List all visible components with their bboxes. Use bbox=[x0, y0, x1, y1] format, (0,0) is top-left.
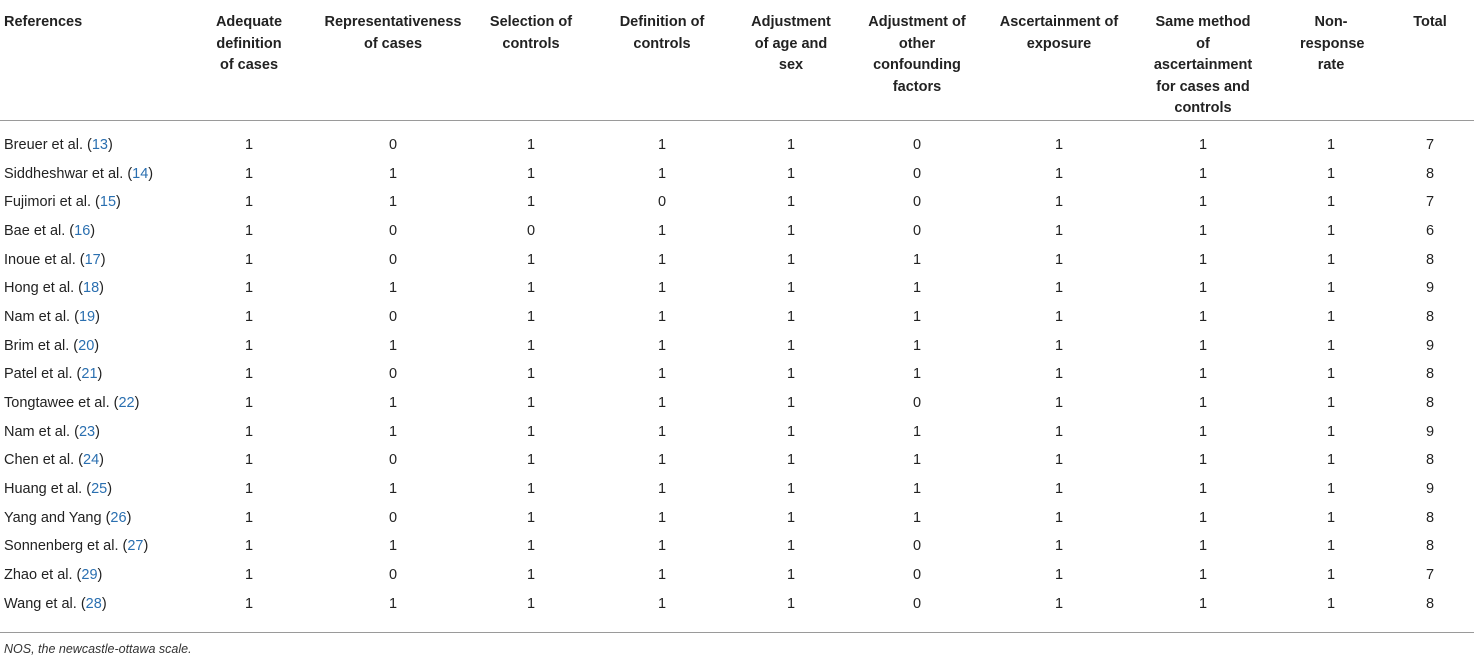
score-cell: 1 bbox=[388, 280, 398, 297]
score-cell: 1 bbox=[244, 567, 254, 584]
score-cell: 1 bbox=[1198, 280, 1208, 297]
reference-cell bbox=[0, 217, 186, 246]
reference-cell bbox=[0, 561, 186, 590]
score-cell: 1 bbox=[388, 595, 398, 612]
header-total: Total bbox=[1386, 4, 1474, 120]
reference-author: Nam et al. ( bbox=[4, 423, 79, 440]
reference-cell bbox=[0, 303, 186, 332]
citation-link[interactable]: 16 bbox=[74, 222, 91, 239]
score-cell: 1 bbox=[1054, 251, 1064, 268]
score-cell: 1 bbox=[657, 423, 667, 440]
header-adjustment-confounders: Adjustment of other confounding factors bbox=[846, 4, 988, 120]
score-cell: 1 bbox=[526, 337, 536, 354]
citation-link[interactable]: 29 bbox=[81, 567, 98, 584]
table-row bbox=[0, 532, 1474, 561]
reference-cell bbox=[0, 331, 186, 360]
score-cell: 1 bbox=[786, 280, 796, 297]
score-cell: 1 bbox=[912, 337, 922, 354]
reference-cell bbox=[0, 532, 186, 561]
reference-cell bbox=[0, 475, 186, 504]
score-cell: 1 bbox=[388, 194, 398, 211]
score-cell: 1 bbox=[526, 452, 536, 469]
table-row bbox=[0, 303, 1474, 332]
table-header bbox=[0, 4, 1474, 120]
score-cell: 1 bbox=[1326, 136, 1336, 153]
score-cell: 0 bbox=[388, 136, 398, 153]
score-cell: 0 bbox=[912, 222, 922, 239]
total-score-cell: 8 bbox=[1425, 395, 1435, 412]
table-row bbox=[0, 475, 1474, 504]
header-references: References bbox=[0, 4, 186, 120]
score-cell: 1 bbox=[786, 538, 796, 555]
score-cell: 1 bbox=[912, 366, 922, 383]
table-row bbox=[0, 120, 1474, 159]
table-row bbox=[0, 389, 1474, 418]
score-cell: 1 bbox=[1326, 165, 1336, 182]
score-cell: 1 bbox=[657, 595, 667, 612]
score-cell: 1 bbox=[526, 308, 536, 325]
score-cell: 0 bbox=[912, 538, 922, 555]
reference-close: ) bbox=[95, 423, 100, 440]
score-cell: 1 bbox=[244, 538, 254, 555]
score-cell: 1 bbox=[244, 280, 254, 297]
score-cell: 1 bbox=[786, 194, 796, 211]
score-cell: 1 bbox=[657, 366, 667, 383]
score-cell: 1 bbox=[244, 337, 254, 354]
table-row bbox=[0, 331, 1474, 360]
score-cell: 1 bbox=[786, 136, 796, 153]
score-cell: 1 bbox=[1326, 194, 1336, 211]
score-cell: 0 bbox=[912, 194, 922, 211]
score-cell: 1 bbox=[244, 452, 254, 469]
total-score-cell: 7 bbox=[1425, 567, 1435, 584]
header-row bbox=[0, 4, 1474, 120]
table-row bbox=[0, 245, 1474, 274]
score-cell: 1 bbox=[526, 481, 536, 498]
score-cell: 1 bbox=[1198, 423, 1208, 440]
total-score-cell: 9 bbox=[1425, 280, 1435, 297]
total-score-cell: 9 bbox=[1425, 423, 1435, 440]
score-cell: 1 bbox=[657, 165, 667, 182]
score-cell: 1 bbox=[657, 452, 667, 469]
score-cell: 1 bbox=[1054, 308, 1064, 325]
header-representativeness: Representativeness of cases bbox=[312, 4, 474, 120]
score-cell: 1 bbox=[786, 308, 796, 325]
citation-link[interactable]: 24 bbox=[83, 452, 100, 469]
score-cell: 1 bbox=[1054, 452, 1064, 469]
citation-link[interactable]: 25 bbox=[91, 481, 108, 498]
score-cell: 0 bbox=[388, 222, 398, 239]
score-cell: 0 bbox=[912, 567, 922, 584]
total-score-cell: 9 bbox=[1425, 337, 1435, 354]
score-cell: 1 bbox=[912, 280, 922, 297]
table-row bbox=[0, 446, 1474, 475]
score-cell: 0 bbox=[388, 509, 398, 526]
score-cell: 1 bbox=[1054, 509, 1064, 526]
score-cell: 0 bbox=[912, 595, 922, 612]
score-cell: 1 bbox=[786, 251, 796, 268]
citation-link[interactable]: 19 bbox=[78, 308, 96, 325]
reference-cell bbox=[0, 446, 186, 475]
score-cell: 1 bbox=[526, 538, 536, 555]
citation-link[interactable]: 23 bbox=[78, 423, 96, 440]
header-adequate-definition: Adequate definition of cases bbox=[186, 4, 312, 120]
header-same-method: Same method of ascertainment for cases and controls bbox=[1130, 4, 1276, 120]
reference-cell bbox=[0, 159, 186, 188]
score-cell: 1 bbox=[1054, 366, 1064, 383]
score-cell: 0 bbox=[912, 395, 922, 412]
total-score-cell: 8 bbox=[1425, 366, 1435, 383]
reference-close: ) bbox=[148, 165, 154, 182]
score-cell: 1 bbox=[1054, 538, 1064, 555]
citation-link[interactable]: 17 bbox=[84, 251, 101, 268]
score-cell: 1 bbox=[244, 251, 254, 268]
reference-author: Chen et al. ( bbox=[4, 452, 83, 469]
score-cell: 1 bbox=[244, 366, 254, 383]
score-cell: 1 bbox=[526, 567, 536, 584]
score-cell: 1 bbox=[526, 194, 536, 211]
header-adjustment-age-sex: Adjustment of age and sex bbox=[736, 4, 846, 120]
reference-cell bbox=[0, 274, 186, 303]
score-cell: 1 bbox=[786, 481, 796, 498]
score-cell: 1 bbox=[244, 222, 254, 239]
score-cell: 1 bbox=[1326, 452, 1336, 469]
reference-close: ) bbox=[94, 337, 100, 354]
score-cell: 1 bbox=[912, 423, 922, 440]
score-cell: 1 bbox=[786, 595, 796, 612]
reference-close: ) bbox=[116, 194, 121, 211]
score-cell: 1 bbox=[657, 280, 667, 297]
reference-cell bbox=[0, 503, 186, 532]
score-cell: 1 bbox=[388, 423, 398, 440]
reference-cell bbox=[0, 417, 186, 446]
reference-author: Fujimori et al. ( bbox=[4, 194, 100, 211]
score-cell: 0 bbox=[657, 194, 667, 211]
reference-author: Wang et al. ( bbox=[4, 595, 86, 612]
total-score-cell: 7 bbox=[1425, 194, 1435, 211]
header-ascertainment-exposure: Ascertainment of exposure bbox=[988, 4, 1130, 120]
reference-close: ) bbox=[126, 509, 132, 526]
reference-author: Hong et al. ( bbox=[4, 280, 83, 297]
score-cell: 1 bbox=[244, 509, 254, 526]
header-definition-controls: Definition of controls bbox=[588, 4, 736, 120]
score-cell: 1 bbox=[1198, 308, 1208, 325]
reference-author: Yang and Yang ( bbox=[4, 509, 111, 526]
reference-author: Breuer et al. ( bbox=[4, 136, 92, 153]
score-cell: 1 bbox=[1326, 595, 1336, 612]
score-cell: 1 bbox=[1054, 194, 1064, 211]
reference-cell bbox=[0, 360, 186, 389]
reference-close: ) bbox=[95, 308, 100, 325]
score-cell: 1 bbox=[657, 509, 667, 526]
score-cell: 1 bbox=[526, 280, 536, 297]
score-cell: 1 bbox=[1326, 251, 1336, 268]
score-cell: 1 bbox=[1054, 423, 1064, 440]
score-cell: 1 bbox=[388, 337, 398, 354]
reference-close: ) bbox=[99, 452, 104, 469]
score-cell: 0 bbox=[388, 308, 398, 325]
score-cell: 1 bbox=[786, 452, 796, 469]
reference-cell bbox=[0, 188, 186, 217]
reference-close: ) bbox=[134, 395, 140, 412]
score-cell: 1 bbox=[244, 395, 254, 412]
citation-link[interactable]: 18 bbox=[83, 280, 100, 297]
reference-close: ) bbox=[90, 222, 96, 239]
score-cell: 1 bbox=[244, 423, 254, 440]
score-cell: 1 bbox=[786, 509, 796, 526]
reference-author: Sonnenberg et al. ( bbox=[4, 538, 128, 555]
score-cell: 1 bbox=[1054, 280, 1064, 297]
total-score-cell: 8 bbox=[1425, 509, 1435, 526]
reference-author: Brim et al. ( bbox=[4, 337, 79, 354]
score-cell: 1 bbox=[526, 595, 536, 612]
table-row bbox=[0, 274, 1474, 303]
citation-link[interactable]: 28 bbox=[85, 595, 102, 612]
reference-author: Tongtawee et al. ( bbox=[4, 395, 119, 412]
score-cell: 1 bbox=[244, 481, 254, 498]
reference-author: Huang et al. ( bbox=[4, 481, 92, 498]
table-row bbox=[0, 417, 1474, 446]
score-cell: 1 bbox=[912, 481, 922, 498]
citation-link[interactable]: 26 bbox=[110, 509, 127, 526]
total-score-cell: 7 bbox=[1425, 136, 1435, 153]
score-cell: 1 bbox=[786, 222, 796, 239]
score-cell: 1 bbox=[912, 308, 922, 325]
reference-cell bbox=[0, 590, 186, 625]
score-cell: 1 bbox=[786, 567, 796, 584]
reference-author: Patel et al. ( bbox=[4, 366, 82, 383]
score-cell: 1 bbox=[1198, 337, 1208, 354]
score-cell: 1 bbox=[912, 251, 922, 268]
score-cell: 1 bbox=[657, 136, 667, 153]
reference-cell bbox=[0, 245, 186, 274]
table-row bbox=[0, 561, 1474, 590]
score-cell: 1 bbox=[786, 366, 796, 383]
total-score-cell: 8 bbox=[1425, 251, 1435, 268]
score-cell: 1 bbox=[1326, 308, 1336, 325]
citation-link[interactable]: 21 bbox=[81, 366, 98, 383]
nos-quality-table bbox=[0, 4, 1474, 624]
score-cell: 1 bbox=[912, 509, 922, 526]
reference-author: Zhao et al. ( bbox=[4, 567, 82, 584]
score-cell: 1 bbox=[1326, 337, 1336, 354]
score-cell: 1 bbox=[526, 366, 536, 383]
score-cell: 1 bbox=[388, 165, 398, 182]
score-cell: 1 bbox=[1326, 395, 1336, 412]
citation-link[interactable]: 22 bbox=[118, 395, 135, 412]
header-selection-controls: Selection of controls bbox=[474, 4, 588, 120]
reference-close: ) bbox=[101, 595, 107, 612]
reference-close: ) bbox=[97, 366, 103, 383]
score-cell: 1 bbox=[1198, 538, 1208, 555]
table-row bbox=[0, 360, 1474, 389]
score-cell: 1 bbox=[786, 395, 796, 412]
reference-cell bbox=[0, 120, 186, 159]
score-cell: 1 bbox=[244, 595, 254, 612]
score-cell: 1 bbox=[526, 509, 536, 526]
score-cell: 1 bbox=[657, 337, 667, 354]
reference-close: ) bbox=[107, 136, 113, 153]
score-cell: 1 bbox=[1326, 509, 1336, 526]
citation-link[interactable]: 27 bbox=[127, 538, 144, 555]
header-non-response: Non-response rate bbox=[1276, 4, 1386, 120]
score-cell: 1 bbox=[1054, 337, 1064, 354]
score-cell: 1 bbox=[1198, 251, 1208, 268]
score-cell: 1 bbox=[526, 395, 536, 412]
score-cell: 1 bbox=[1198, 222, 1208, 239]
total-score-cell: 8 bbox=[1425, 165, 1435, 182]
score-cell: 1 bbox=[244, 165, 254, 182]
score-cell: 1 bbox=[657, 222, 667, 239]
score-cell: 1 bbox=[657, 481, 667, 498]
score-cell: 0 bbox=[526, 222, 536, 239]
score-cell: 1 bbox=[526, 165, 536, 182]
table-row bbox=[0, 503, 1474, 532]
table-footnote: NOS, the newcastle-ottawa scale. bbox=[4, 642, 192, 656]
score-cell: 1 bbox=[1198, 165, 1208, 182]
score-cell: 1 bbox=[244, 136, 254, 153]
score-cell: 1 bbox=[526, 423, 536, 440]
score-cell: 1 bbox=[657, 538, 667, 555]
score-cell: 1 bbox=[1326, 366, 1336, 383]
reference-close: ) bbox=[99, 280, 104, 297]
table-body bbox=[0, 120, 1474, 624]
score-cell: 1 bbox=[1326, 280, 1336, 297]
score-cell: 1 bbox=[1198, 452, 1208, 469]
score-cell: 1 bbox=[1198, 481, 1208, 498]
reference-author: Bae et al. ( bbox=[4, 222, 75, 239]
table-row bbox=[0, 217, 1474, 246]
score-cell: 1 bbox=[1198, 595, 1208, 612]
score-cell: 1 bbox=[657, 251, 667, 268]
citation-link[interactable]: 20 bbox=[78, 337, 95, 354]
score-cell: 1 bbox=[1198, 395, 1208, 412]
total-score-cell: 8 bbox=[1425, 595, 1435, 612]
total-score-cell: 8 bbox=[1425, 308, 1435, 325]
reference-author: Inoue et al. ( bbox=[4, 251, 85, 268]
score-cell: 1 bbox=[1326, 481, 1336, 498]
table-row bbox=[0, 188, 1474, 217]
reference-cell bbox=[0, 389, 186, 418]
table-row bbox=[0, 159, 1474, 188]
reference-author: Nam et al. ( bbox=[4, 308, 79, 325]
score-cell: 1 bbox=[388, 395, 398, 412]
score-cell: 1 bbox=[1198, 136, 1208, 153]
total-score-cell: 6 bbox=[1425, 222, 1435, 239]
score-cell: 1 bbox=[1198, 567, 1208, 584]
score-cell: 1 bbox=[912, 452, 922, 469]
score-cell: 1 bbox=[786, 423, 796, 440]
score-cell: 1 bbox=[388, 481, 398, 498]
score-cell: 1 bbox=[1054, 567, 1064, 584]
score-cell: 1 bbox=[244, 194, 254, 211]
score-cell: 1 bbox=[1054, 595, 1064, 612]
reference-author: Siddheshwar et al. ( bbox=[4, 165, 133, 182]
score-cell: 1 bbox=[1326, 423, 1336, 440]
score-cell: 0 bbox=[912, 136, 922, 153]
table-row bbox=[0, 590, 1474, 625]
score-cell: 1 bbox=[786, 337, 796, 354]
total-score-cell: 9 bbox=[1425, 481, 1435, 498]
citation-link[interactable]: 15 bbox=[99, 194, 117, 211]
score-cell: 1 bbox=[526, 136, 536, 153]
score-cell: 1 bbox=[657, 395, 667, 412]
citation-link[interactable]: 13 bbox=[91, 136, 108, 153]
score-cell: 1 bbox=[1198, 366, 1208, 383]
score-cell: 1 bbox=[786, 165, 796, 182]
score-cell: 1 bbox=[244, 308, 254, 325]
citation-link[interactable]: 14 bbox=[132, 165, 149, 182]
score-cell: 0 bbox=[388, 452, 398, 469]
score-cell: 1 bbox=[388, 538, 398, 555]
score-cell: 1 bbox=[526, 251, 536, 268]
score-cell: 1 bbox=[1326, 538, 1336, 555]
reference-close: ) bbox=[143, 538, 149, 555]
reference-close: ) bbox=[107, 481, 113, 498]
score-cell: 0 bbox=[388, 251, 398, 268]
score-cell: 1 bbox=[1054, 481, 1064, 498]
reference-close: ) bbox=[100, 251, 106, 268]
score-cell: 1 bbox=[1326, 222, 1336, 239]
reference-close: ) bbox=[97, 567, 103, 584]
total-score-cell: 8 bbox=[1425, 452, 1435, 469]
score-cell: 1 bbox=[1054, 395, 1064, 412]
score-cell: 1 bbox=[657, 567, 667, 584]
score-cell: 1 bbox=[1054, 222, 1064, 239]
score-cell: 0 bbox=[912, 165, 922, 182]
total-score-cell: 8 bbox=[1425, 538, 1435, 555]
score-cell: 1 bbox=[1054, 165, 1064, 182]
score-cell: 1 bbox=[657, 308, 667, 325]
table-bottom-rule bbox=[0, 632, 1474, 633]
score-cell: 1 bbox=[1326, 567, 1336, 584]
score-cell: 1 bbox=[1198, 509, 1208, 526]
score-cell: 1 bbox=[1198, 194, 1208, 211]
score-cell: 0 bbox=[388, 567, 398, 584]
score-cell: 1 bbox=[1054, 136, 1064, 153]
score-cell: 0 bbox=[388, 366, 398, 383]
